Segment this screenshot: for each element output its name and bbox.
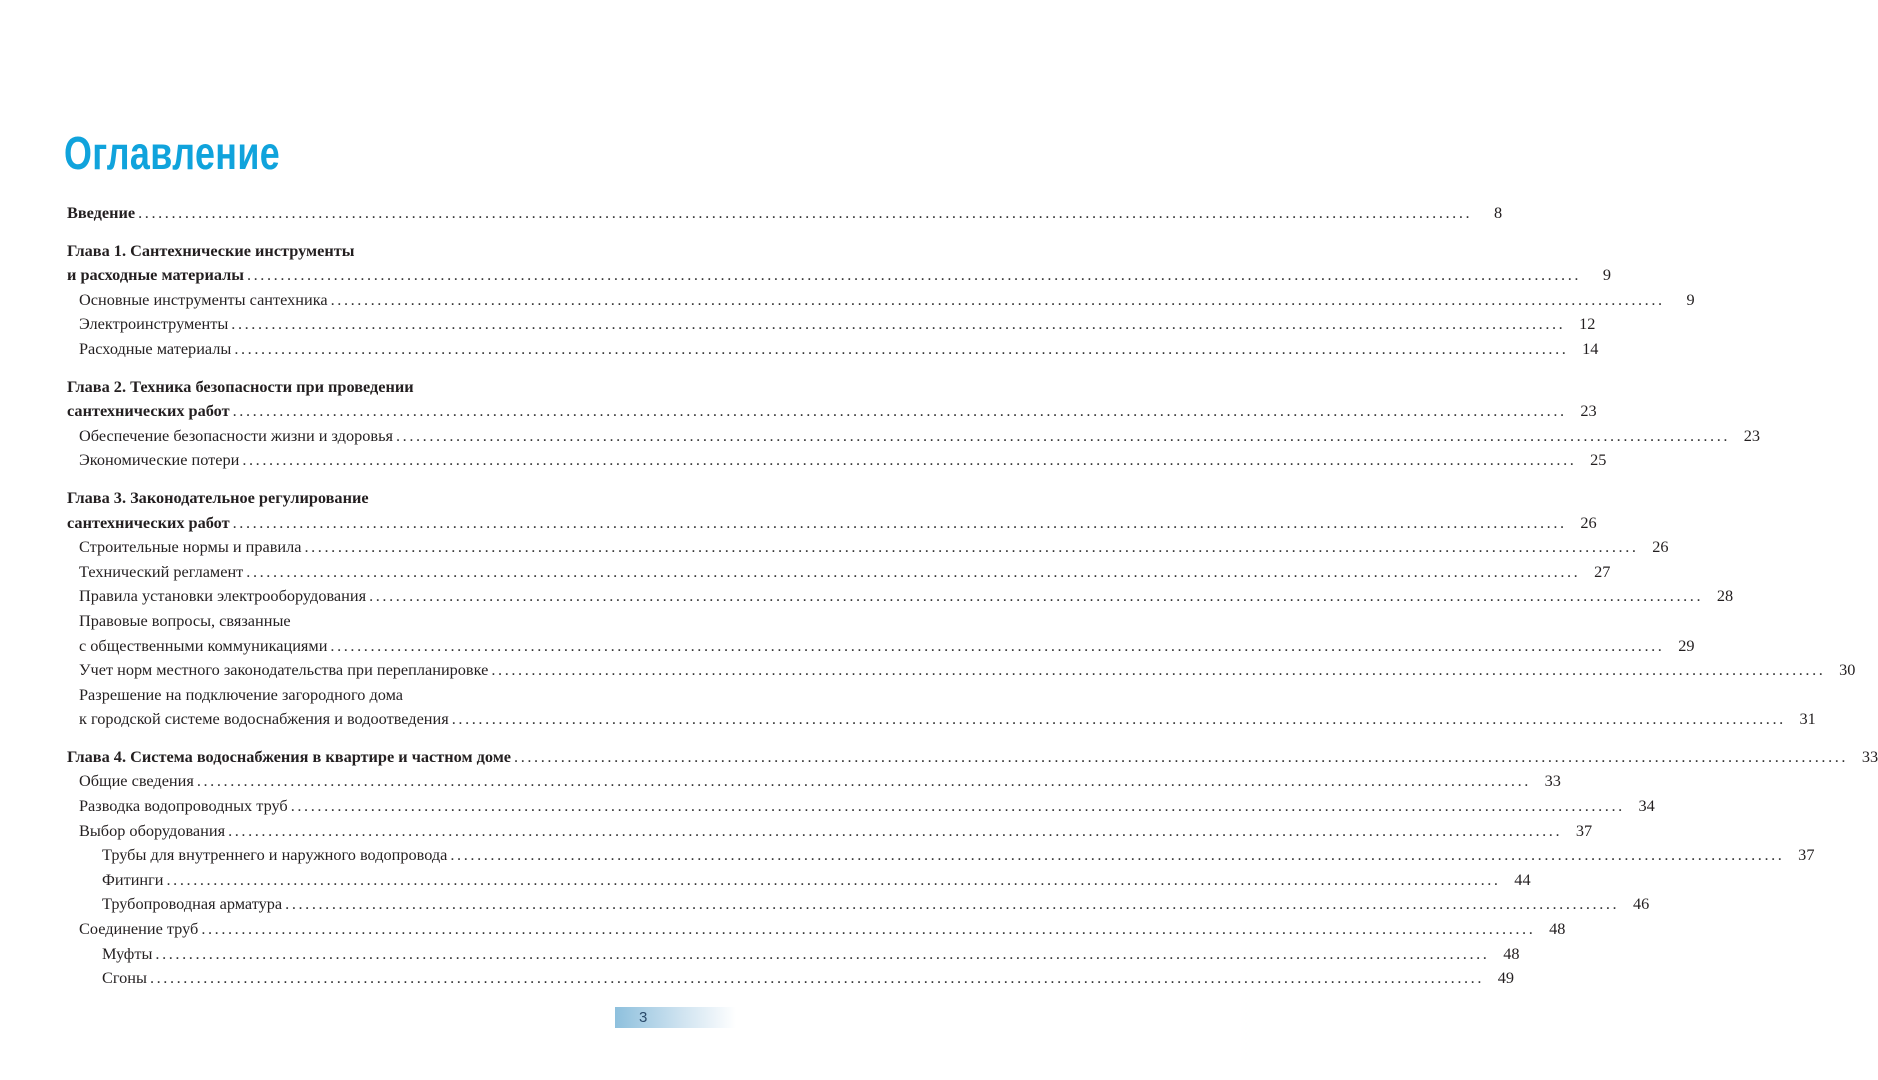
- toc-entry-line: [67, 337, 1599, 362]
- toc-page-number: 9: [1686, 289, 1695, 309]
- toc-entry-line: [67, 375, 647, 400]
- toc-entry-title: Правовые вопросы, связанные: [79, 610, 291, 630]
- toc-entry-title: Муфты: [102, 943, 153, 963]
- toc-entry-title: и расходные материалы: [67, 265, 244, 285]
- dot-leader: ........................................................................................................................................................................................................: [149, 968, 1484, 988]
- toc-entry-title: Разводка водопроводных труб: [79, 796, 288, 816]
- dot-leader: ........................................................................................................................................................................................................: [451, 709, 1786, 729]
- toc-entry-line: [67, 584, 1734, 609]
- toc-entry-title: сантехнических работ: [67, 401, 230, 421]
- toc-entry-title: Электроинструменты: [79, 314, 229, 334]
- toc-entry-title: Технический регламент: [79, 561, 244, 581]
- toc-section-entry[interactable]: [67, 942, 1520, 967]
- dot-leader: ........................................................................................................................................................................................................: [396, 425, 1731, 445]
- toc-page-number: 28: [1716, 586, 1734, 606]
- dot-leader: ........................................................................................................................................................................................................: [491, 660, 1826, 680]
- toc-page-number: 48: [1549, 919, 1566, 939]
- toc-entry-line: [67, 707, 1816, 732]
- toc-entry-line: [67, 683, 647, 708]
- toc-section-entry[interactable]: [67, 584, 1734, 609]
- dot-leader: ........................................................................................................................................................................................................: [232, 401, 1567, 421]
- toc-page-number: 27: [1594, 561, 1611, 581]
- dot-leader: ........................................................................................................................................................................................................: [304, 537, 1639, 557]
- toc-entry-title: Расходные материалы: [79, 338, 232, 358]
- dot-leader: ........................................................................................................................................................................................................: [246, 265, 1582, 285]
- toc-entry-title: к городской системе водоснабжения и водоотведения: [79, 709, 449, 729]
- toc-section-entry[interactable]: [67, 892, 1650, 917]
- page-number-bar: [615, 1007, 736, 1028]
- toc-page-number: 37: [1575, 820, 1593, 840]
- toc-section-entry[interactable]: [67, 560, 1611, 585]
- toc-entry-title: Общие сведения: [79, 771, 194, 791]
- toc-entry-line: [67, 868, 1531, 893]
- toc-page-number: 44: [1514, 869, 1531, 889]
- toc-entry-line: [67, 535, 1669, 560]
- toc-page-number: 31: [1799, 709, 1816, 729]
- page-number: 3: [639, 1009, 648, 1026]
- toc-page-number: 26: [1580, 512, 1597, 532]
- toc-section-entry[interactable]: [67, 769, 1561, 794]
- toc-entry-line: [67, 942, 1520, 967]
- toc-entry-line: [67, 288, 1695, 313]
- dot-leader: ........................................................................................................................................................................................................: [242, 450, 1577, 470]
- toc-entry-line: [67, 769, 1561, 794]
- dot-leader: ........................................................................................................................................................................................................: [285, 894, 1620, 914]
- toc-entry-title: Выбор оборудования: [79, 820, 226, 840]
- toc-section-entry[interactable]: [67, 312, 1596, 337]
- toc-chapter-entry[interactable]: [67, 375, 1597, 424]
- toc-entry-title: с общественными коммуникациями: [79, 635, 328, 655]
- toc-entry-title: Строительные нормы и правила: [79, 537, 302, 557]
- toc-page-number: 33: [1861, 746, 1878, 766]
- dot-leader: ........................................................................................................................................................................................................: [369, 586, 1704, 606]
- toc-page-number: 14: [1582, 338, 1599, 358]
- toc-entry-title: Основные инструменты сантехника: [79, 289, 328, 309]
- toc-entry-line: [67, 819, 1593, 844]
- toc-entry-title: Глава 1. Сантехнические инструменты: [67, 240, 355, 260]
- toc-page-number: 26: [1652, 537, 1669, 557]
- toc-entry-line: [67, 966, 1514, 991]
- toc-entry-line: [67, 201, 1503, 226]
- toc-page-number: 49: [1497, 968, 1514, 988]
- toc-section-entry[interactable]: [67, 683, 1816, 732]
- toc-entry-title: Трубы для внутреннего и наружного водопровода: [102, 845, 448, 865]
- toc-entry-line: [67, 239, 647, 264]
- dot-leader: ........................................................................................................................................................................................................: [232, 512, 1567, 532]
- dot-leader: ........................................................................................................................................................................................................: [231, 314, 1566, 334]
- toc-entry-title: Глава 3. Законодательное регулирование: [67, 487, 369, 507]
- toc-page-number: 34: [1638, 796, 1655, 816]
- toc-section-entry[interactable]: [67, 424, 1761, 449]
- toc-page-number: 23: [1580, 401, 1597, 421]
- toc-entry-title: Учет норм местного законодательства при перепланировке: [79, 660, 489, 680]
- toc-entry-line: [67, 263, 1612, 288]
- dot-leader: ........................................................................................................................................................................................................: [514, 746, 1849, 766]
- toc-section-entry[interactable]: [67, 337, 1599, 362]
- toc-section-entry[interactable]: [67, 917, 1566, 942]
- dot-leader: ........................................................................................................................................................................................................: [201, 919, 1536, 939]
- toc-entry-line: [67, 917, 1566, 942]
- toc-entry-line: [67, 560, 1611, 585]
- toc-chapter-entry[interactable]: [67, 201, 1503, 226]
- toc-entry-line: [67, 658, 1856, 683]
- toc-entry-line: [67, 511, 1597, 536]
- toc-section-entry[interactable]: [67, 448, 1607, 473]
- toc-page-number: 8: [1494, 203, 1503, 222]
- toc-section-entry[interactable]: [67, 843, 1815, 868]
- toc-section-entry[interactable]: [67, 288, 1695, 313]
- toc-entry-line: [67, 486, 647, 511]
- toc-entry-title: Глава 2. Техника безопасности при проведении: [67, 376, 414, 396]
- toc-entry-title: Правила установки электрооборудования: [79, 586, 367, 606]
- toc-entry-line: [67, 892, 1650, 917]
- dot-leader: ........................................................................................................................................................................................................: [234, 338, 1569, 358]
- toc-page-number: 37: [1798, 845, 1815, 865]
- dot-leader: ........................................................................................................................................................................................................: [330, 635, 1665, 655]
- toc-page-number: 23: [1743, 425, 1761, 445]
- toc-page-number: 9: [1602, 265, 1612, 285]
- dot-leader: ........................................................................................................................................................................................................: [138, 203, 1473, 222]
- dot-leader: ........................................................................................................................................................................................................: [228, 820, 1563, 840]
- toc-entry-line: [67, 794, 1655, 819]
- toc-section-entry[interactable]: [67, 535, 1669, 560]
- toc-section-entry[interactable]: [67, 966, 1514, 991]
- toc-section-entry[interactable]: [67, 819, 1593, 844]
- toc-chapter-entry[interactable]: [67, 486, 1597, 535]
- toc-entry-line: [67, 745, 1878, 770]
- toc-entry-title: сантехнических работ: [67, 512, 230, 532]
- toc-entry-line: [67, 609, 647, 634]
- toc-page-number: 33: [1544, 771, 1561, 791]
- toc-entry-title: Введение: [67, 203, 136, 222]
- dot-leader: ........................................................................................................................................................................................................: [246, 561, 1581, 581]
- toc-entry-title: Обеспечение безопасности жизни и здоровья: [79, 425, 393, 445]
- toc-entry-title: Разрешение на подключение загородного дома: [79, 684, 403, 704]
- toc-page-number: 30: [1839, 660, 1856, 680]
- toc-page-number: 29: [1678, 635, 1695, 655]
- dot-leader: ........................................................................................................................................................................................................: [290, 796, 1625, 816]
- toc-chapter-entry[interactable]: [67, 239, 1612, 288]
- toc-section-entry[interactable]: [67, 868, 1531, 893]
- page-title: Оглавление: [64, 127, 281, 179]
- toc-page-number: 12: [1579, 314, 1596, 334]
- toc-entry-line: [67, 843, 1815, 868]
- toc-chapter-entry[interactable]: [67, 745, 1878, 770]
- dot-leader: ........................................................................................................................................................................................................: [330, 289, 1665, 309]
- toc-page-number: 46: [1632, 894, 1650, 914]
- toc-entry-title: Глава 4. Система водоснабжения в квартире и частном доме: [67, 746, 512, 766]
- toc-section-entry[interactable]: [67, 794, 1655, 819]
- table-of-contents: [67, 201, 1878, 991]
- toc-entry-title: Соединение труб: [79, 919, 199, 939]
- toc-entry-line: [67, 312, 1596, 337]
- toc-section-entry[interactable]: [67, 609, 1695, 658]
- toc-entry-title: Экономические потери: [79, 450, 240, 470]
- toc-entry-line: [67, 424, 1761, 449]
- toc-page-number: 48: [1503, 943, 1520, 963]
- toc-page-number: 25: [1590, 450, 1607, 470]
- toc-entry-title: Фитинги: [102, 869, 164, 889]
- dot-leader: ........................................................................................................................................................................................................: [196, 771, 1531, 791]
- toc-entry-title: Трубопроводная арматура: [102, 894, 283, 914]
- toc-entry-line: [67, 634, 1695, 659]
- dot-leader: ........................................................................................................................................................................................................: [450, 845, 1785, 865]
- toc-entry-title: Сгоны: [102, 968, 147, 988]
- toc-entry-line: [67, 448, 1607, 473]
- dot-leader: ........................................................................................................................................................................................................: [166, 869, 1501, 889]
- dot-leader: ........................................................................................................................................................................................................: [155, 943, 1490, 963]
- toc-entry-line: [67, 399, 1597, 424]
- toc-section-entry[interactable]: [67, 658, 1856, 683]
